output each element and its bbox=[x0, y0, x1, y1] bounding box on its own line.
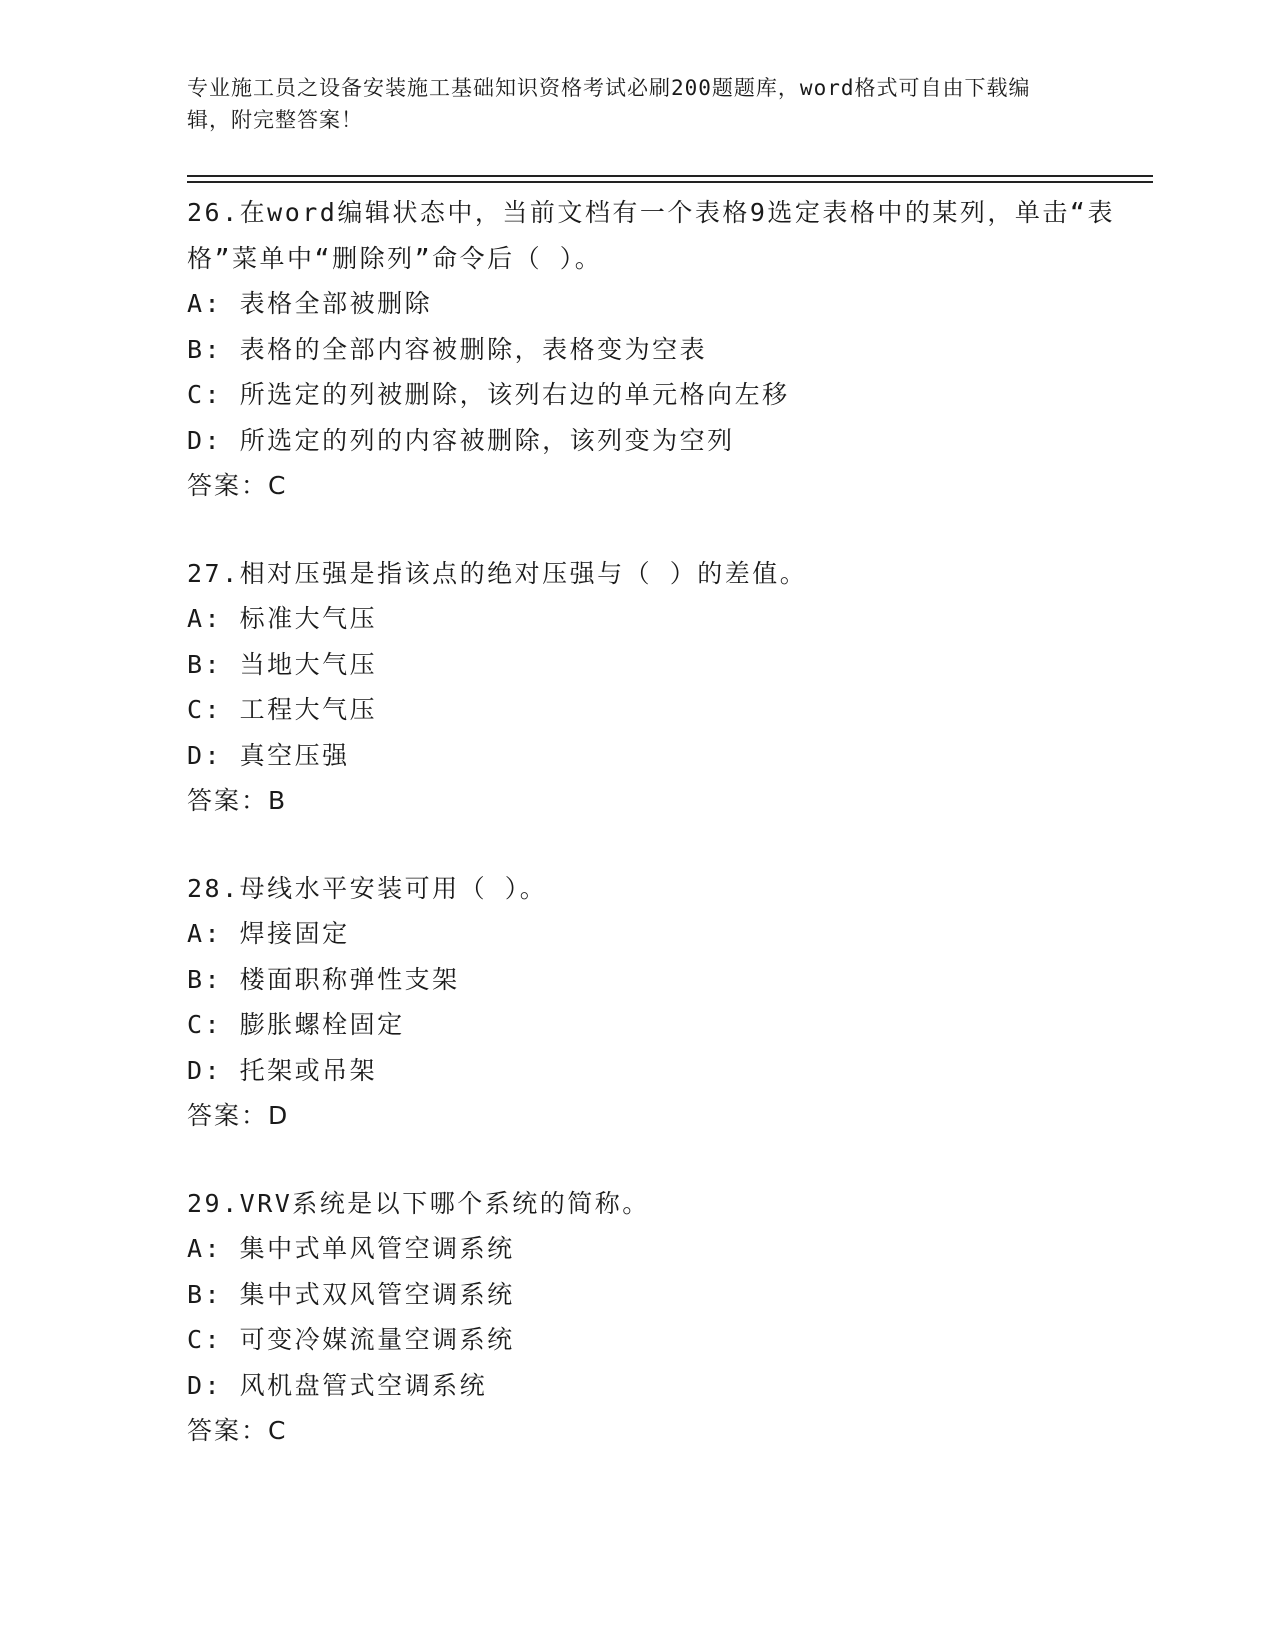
option-d: D: 托架或吊架 bbox=[187, 1055, 378, 1085]
answer: 答案：D bbox=[187, 1101, 290, 1130]
option-c: C: 膨胀螺栓固定 bbox=[187, 1010, 405, 1039]
header-divider-bottom bbox=[187, 181, 1153, 183]
question-28 bbox=[187, 866, 1127, 1139]
document-header: 专业施工员之设备安装施工基础知识资格考试必刷200题题库，word格式可自由下载编辑，附完整答案！ bbox=[187, 76, 1031, 132]
option-c: C: 可变冷媒流量空调系统 bbox=[187, 1325, 515, 1354]
question-26 bbox=[187, 190, 1127, 509]
option-c: C: 所选定的列被删除，该列右边的单元格向左移 bbox=[187, 380, 790, 409]
option-d: D: 风机盘管式空调系统 bbox=[187, 1370, 488, 1400]
answer: 答案：C bbox=[187, 1416, 288, 1445]
option-b: B: 表格的全部内容被删除，表格变为空表 bbox=[187, 334, 708, 364]
option-b: B: 集中式双风管空调系统 bbox=[187, 1279, 515, 1309]
question-stem: 29.VRV系统是以下哪个系统的简称。 bbox=[187, 1188, 650, 1218]
question-27 bbox=[187, 551, 1127, 824]
option-a: A: 标准大气压 bbox=[187, 604, 378, 633]
option-a: A: 集中式单风管空调系统 bbox=[187, 1234, 515, 1263]
answer: 答案：B bbox=[187, 786, 288, 815]
question-stem: 26.在word编辑状态中，当前文档有一个表格9选定表格中的某列，单击“表格”菜单中“删除列”命令后（ ）。 bbox=[187, 198, 1115, 273]
header-divider-top bbox=[187, 175, 1153, 177]
option-c: C: 工程大气压 bbox=[187, 695, 378, 724]
question-stem: 27.相对压强是指该点的绝对压强与（ ）的差值。 bbox=[187, 558, 808, 588]
question-list bbox=[187, 190, 1127, 1454]
option-a: A: 焊接固定 bbox=[187, 919, 350, 948]
option-d: D: 真空压强 bbox=[187, 740, 350, 770]
answer: 答案：C bbox=[187, 471, 288, 500]
option-d: D: 所选定的列的内容被删除，该列变为空列 bbox=[187, 425, 735, 455]
option-b: B: 当地大气压 bbox=[187, 649, 378, 679]
question-29 bbox=[187, 1181, 1127, 1454]
question-stem: 28.母线水平安装可用（ ）。 bbox=[187, 873, 548, 903]
option-b: B: 楼面职称弹性支架 bbox=[187, 964, 460, 994]
option-a: A: 表格全部被删除 bbox=[187, 289, 433, 318]
